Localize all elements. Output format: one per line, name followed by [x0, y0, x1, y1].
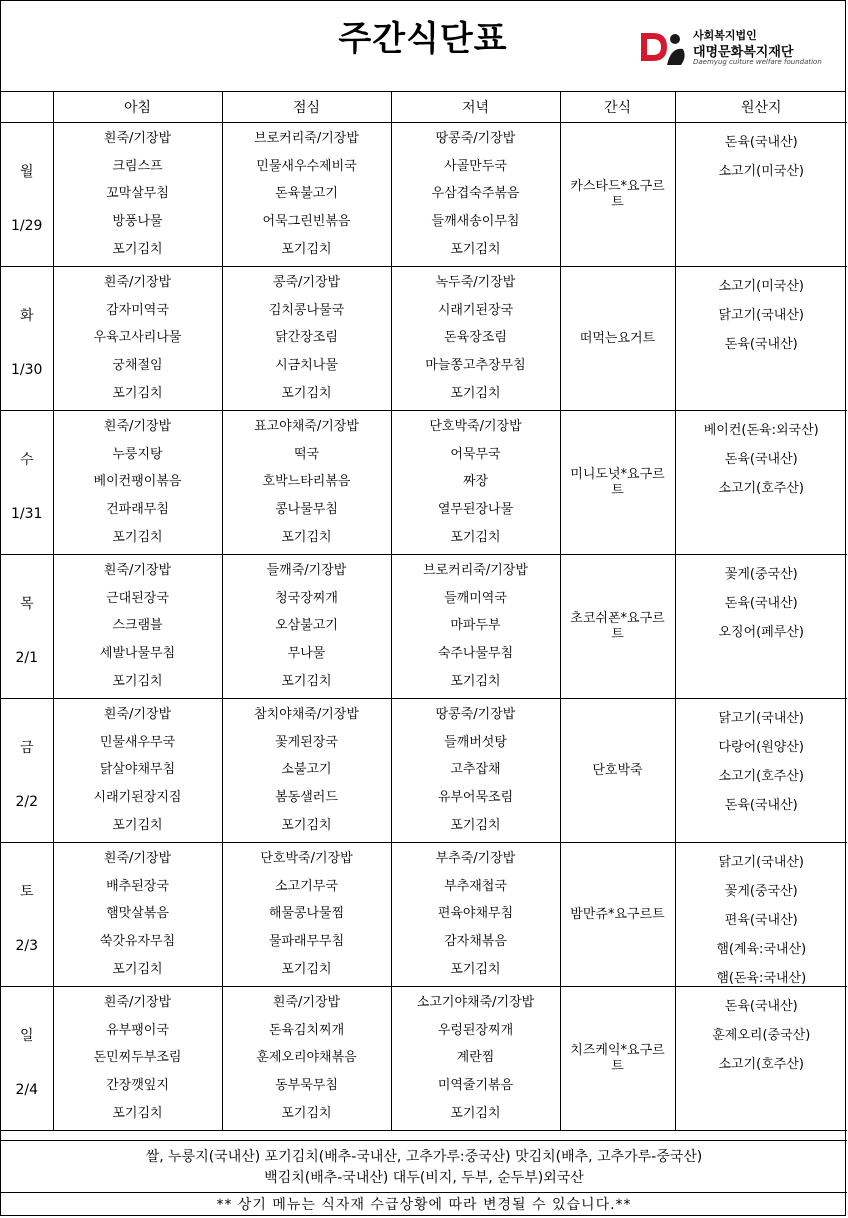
- header-snack: 간식: [560, 91, 675, 123]
- breakfast-list: [54, 411, 222, 554]
- origin-item: 소고기(미국산): [718, 164, 804, 179]
- menu-item: 민물새우무국: [99, 734, 176, 750]
- breakfast-list: [54, 555, 222, 698]
- dinner-cell: [391, 267, 560, 411]
- dinner-cell: [391, 555, 560, 699]
- menu-item: 포기김치: [112, 674, 163, 690]
- menu-item: 햄맛살볶음: [106, 906, 169, 922]
- dinner-list: [392, 987, 560, 1130]
- breakfast-cell: [53, 699, 222, 843]
- dinner-cell: [391, 411, 560, 555]
- menu-item: 간장깻잎지: [106, 1078, 169, 1094]
- lunch-list: [223, 123, 391, 266]
- menu-item: 포기김치: [281, 386, 332, 402]
- menu-item: 포기김치: [281, 818, 332, 834]
- menu-item: 시금치나물: [275, 358, 338, 374]
- day-cell: [1, 123, 53, 267]
- lunch-cell: [222, 699, 391, 843]
- menu-item: 오삼불고기: [275, 618, 338, 634]
- menu-item: 흰죽/기장밥: [103, 418, 172, 434]
- weekly-menu-table: [1, 91, 847, 1131]
- menu-item: 청국장찌개: [275, 590, 338, 606]
- page-footer: [1, 1140, 847, 1217]
- menu-item: 땅콩죽/기장밥: [435, 130, 516, 146]
- menu-item: 김치콩나물국: [268, 302, 345, 318]
- menu-item: 근대된장국: [106, 590, 169, 606]
- table-row: [1, 987, 847, 1131]
- menu-item: 물파래무무침: [268, 934, 345, 950]
- menu-item: 소고기무국: [275, 878, 338, 894]
- menu-item: 마늘쫑고추장무침: [425, 358, 526, 374]
- menu-item: 꼬막살무침: [106, 186, 169, 202]
- menu-item: 돈민찌두부조림: [93, 1050, 182, 1066]
- menu-item: 배추된장국: [106, 878, 169, 894]
- dinner-list: [392, 411, 560, 554]
- menu-item: 동부묵무침: [275, 1078, 338, 1094]
- dinner-cell: [391, 843, 560, 987]
- menu-item: 브로커리죽/기장밥: [254, 130, 359, 146]
- menu-item: 떡국: [293, 446, 320, 462]
- dinner-cell: [391, 987, 560, 1131]
- menu-item: 봄동샐러드: [275, 790, 338, 806]
- origin-item: 닭고기(국내산): [718, 308, 804, 323]
- menu-item: 포기김치: [450, 386, 501, 402]
- menu-item: 포기김치: [112, 962, 163, 978]
- menu-item: 시래기된장국: [437, 302, 514, 318]
- day-name: 수: [19, 452, 34, 468]
- menu-item: 포기김치: [281, 674, 332, 690]
- menu-item: 흰죽/기장밥: [272, 994, 341, 1010]
- menu-item: 크림스프: [112, 158, 163, 174]
- dinner-list: [392, 555, 560, 698]
- menu-item: 미역줄기볶음: [437, 1078, 514, 1094]
- menu-item: 들깨새송이무침: [431, 214, 520, 230]
- header-day: [1, 91, 53, 123]
- dinner-list: [392, 123, 560, 266]
- menu-item: 포기김치: [112, 530, 163, 546]
- dinner-list: [392, 843, 560, 986]
- menu-item: 참치야채죽/기장밥: [254, 706, 359, 722]
- dinner-cell: [391, 123, 560, 267]
- day-date: 1/30: [11, 362, 43, 378]
- day-date: 2/1: [15, 650, 39, 666]
- dinner-list: [392, 699, 560, 842]
- origin-cell: [675, 123, 847, 267]
- menu-item: 소고기야채죽/기장밥: [416, 994, 535, 1010]
- menu-item: 흰죽/기장밥: [103, 130, 172, 146]
- origin-item: 다랑어(원양산): [718, 740, 804, 755]
- menu-item: 포기김치: [112, 386, 163, 402]
- logo-name: 대명문화복지재단: [693, 45, 794, 60]
- table-row: [1, 411, 847, 555]
- snack-item: 밤만쥬*요구르트: [570, 906, 665, 922]
- menu-item: 우렁된장찌개: [437, 1022, 514, 1038]
- day-cell: [1, 843, 53, 987]
- menu-item: 훈제오리야채볶음: [256, 1050, 357, 1066]
- menu-item: 건파래무침: [106, 502, 169, 518]
- breakfast-cell: [53, 267, 222, 411]
- snack-item: 떠먹는요거트: [579, 330, 656, 346]
- menu-item: 유부팽이국: [106, 1022, 169, 1038]
- lunch-list: [223, 267, 391, 410]
- origin-list: [676, 267, 848, 410]
- menu-item: 포기김치: [450, 1106, 501, 1122]
- origin-cell: [675, 699, 847, 843]
- day-cell: [1, 987, 53, 1131]
- menu-item: 소불고기: [281, 762, 332, 778]
- menu-item: 포기김치: [450, 962, 501, 978]
- table-row: [1, 699, 847, 843]
- menu-item: 우삼겹숙주볶음: [431, 186, 520, 202]
- menu-item: 돈육장조림: [444, 330, 507, 346]
- origin-item: 소고기(미국산): [718, 279, 804, 294]
- lunch-cell: [222, 411, 391, 555]
- menu-item: 돈육불고기: [275, 186, 338, 202]
- menu-item: 꽃게된장국: [275, 734, 338, 750]
- lunch-cell: [222, 123, 391, 267]
- menu-item: 포기김치: [281, 530, 332, 546]
- origin-item: 햄(계육:국내산): [716, 942, 807, 957]
- foundation-logo-icon: [637, 27, 689, 67]
- snack-cell: [560, 699, 675, 843]
- menu-item: 호박느타리볶음: [262, 474, 351, 490]
- menu-item: 표고야채죽/기장밥: [254, 418, 359, 434]
- day-cell: [1, 699, 53, 843]
- origin-item: 닭고기(국내산): [718, 711, 804, 726]
- menu-item: 브로커리죽/기장밥: [423, 562, 528, 578]
- snack-cell: [560, 843, 675, 987]
- day-cell: [1, 267, 53, 411]
- foundation-logo: [637, 25, 822, 69]
- origin-list: [676, 555, 848, 698]
- table-row: [1, 267, 847, 411]
- menu-item: 닭살야채무침: [99, 762, 176, 778]
- menu-item: 시래기된장지짐: [93, 790, 182, 806]
- breakfast-list: [54, 267, 222, 410]
- menu-item: 감자미역국: [106, 302, 169, 318]
- menu-item: 포기김치: [450, 530, 501, 546]
- lunch-cell: [222, 843, 391, 987]
- menu-item: 단호박죽/기장밥: [429, 418, 522, 434]
- logo-subtitle: 사회복지법인: [693, 29, 757, 42]
- snack-item: 카스타드*요구르트: [570, 178, 665, 210]
- menu-item: 세발나물무침: [99, 646, 176, 662]
- page-title: 주간식단표: [338, 19, 508, 59]
- menu-item: 방풍나물: [112, 214, 163, 230]
- menu-item: 누룽지탕: [112, 446, 163, 462]
- origin-list: [676, 411, 848, 554]
- origin-item: 돈육(국내산): [724, 999, 798, 1014]
- menu-item: 우육고사리나물: [93, 330, 182, 346]
- menu-item: 해물콩나물찜: [268, 906, 345, 922]
- breakfast-cell: [53, 555, 222, 699]
- day-name: 금: [19, 740, 34, 756]
- lunch-cell: [222, 987, 391, 1131]
- snack-item: 미니도넛*요구르트: [570, 466, 665, 498]
- menu-item: 닭간장조림: [275, 330, 338, 346]
- menu-item: 포기김치: [450, 674, 501, 690]
- snack-cell: [560, 267, 675, 411]
- origin-item: 닭고기(국내산): [718, 855, 804, 870]
- menu-item: 포기김치: [112, 818, 163, 834]
- header-dinner: 저녁: [391, 91, 560, 123]
- breakfast-list: [54, 987, 222, 1130]
- menu-item: 부추재첩국: [444, 878, 507, 894]
- day-name: 토: [19, 884, 34, 900]
- breakfast-cell: [53, 123, 222, 267]
- origin-cell: [675, 555, 847, 699]
- origin-item: 편육(국내산): [724, 913, 798, 928]
- menu-item: 포기김치: [112, 242, 163, 258]
- menu-item: 부추죽/기장밥: [435, 850, 516, 866]
- menu-item: 쑥갓유자무침: [99, 934, 176, 950]
- page-header: [1, 1, 845, 92]
- change-notice: ** 상기 메뉴는 식자재 수급상황에 따라 변경될 수 있습니다.**: [1, 1192, 847, 1218]
- menu-item: 어묵그린빈볶음: [262, 214, 351, 230]
- origin-list: [676, 123, 848, 266]
- menu-item: 흰죽/기장밥: [103, 994, 172, 1010]
- menu-item: 감자채볶음: [444, 934, 507, 950]
- breakfast-cell: [53, 411, 222, 555]
- lunch-list: [223, 987, 391, 1130]
- table-row: [1, 123, 847, 267]
- menu-item: 편육야채무침: [437, 906, 514, 922]
- menu-item: 땅콩죽/기장밥: [435, 706, 516, 722]
- origin-list: [676, 699, 848, 842]
- table-row: [1, 555, 847, 699]
- origin-item: 오징어(페루산): [718, 625, 804, 640]
- day-date: 2/2: [15, 794, 39, 810]
- menu-item: 무나물: [287, 646, 326, 662]
- dinner-cell: [391, 699, 560, 843]
- menu-item: 사골만두국: [444, 158, 507, 174]
- menu-item: 베이컨팽이볶음: [93, 474, 182, 490]
- header-lunch: 점심: [222, 91, 391, 123]
- snack-item: 초코쉬폰*요구르트: [570, 610, 665, 642]
- menu-item: 돈육김치찌개: [268, 1022, 345, 1038]
- origin-item: 소고기(호주산): [718, 1057, 804, 1072]
- origin-item: 훈제오리(중국산): [712, 1028, 811, 1043]
- origin-note-line2: 백김치(배추-국내산) 대두(비지, 두부, 순두부)외국산: [264, 1170, 584, 1186]
- menu-item: 마파두부: [450, 618, 501, 634]
- snack-cell: [560, 123, 675, 267]
- menu-item: 민물새우수제비국: [256, 158, 357, 174]
- snack-cell: [560, 411, 675, 555]
- origin-item: 돈육(국내산): [724, 596, 798, 611]
- menu-item: 포기김치: [450, 818, 501, 834]
- menu-item: 짜장: [462, 474, 489, 490]
- breakfast-list: [54, 843, 222, 986]
- menu-item: 스크램블: [112, 618, 163, 634]
- origin-list: [676, 987, 848, 1130]
- day-cell: [1, 411, 53, 555]
- menu-item: 녹두죽/기장밥: [435, 274, 516, 290]
- lunch-list: [223, 411, 391, 554]
- menu-item: 포기김치: [112, 1106, 163, 1122]
- menu-item: 흰죽/기장밥: [103, 706, 172, 722]
- lunch-list: [223, 555, 391, 698]
- menu-item: 어묵무국: [450, 446, 501, 462]
- logo-english: Daemyug culture welfare foundation: [693, 58, 822, 66]
- menu-item: 포기김치: [281, 1106, 332, 1122]
- menu-item: 궁채절임: [112, 358, 163, 374]
- header-breakfast: 아침: [53, 91, 222, 123]
- day-name: 목: [19, 596, 34, 612]
- dinner-list: [392, 267, 560, 410]
- menu-item: 고추잡채: [450, 762, 501, 778]
- snack-item: 단호박죽: [592, 762, 643, 778]
- breakfast-list: [54, 699, 222, 842]
- header-origin: 원산지: [675, 91, 847, 123]
- menu-item: 계란찜: [456, 1050, 495, 1066]
- origin-item: 꽃게(중국산): [724, 884, 798, 899]
- breakfast-list: [54, 123, 222, 266]
- origin-cell: [675, 987, 847, 1131]
- menu-item: 숙주나물무침: [437, 646, 514, 662]
- origin-item: 햄(돈육:국내산): [716, 971, 807, 986]
- menu-item: 열무된장나물: [437, 502, 514, 518]
- origin-item: 소고기(호주산): [718, 769, 804, 784]
- menu-item: 들깨미역국: [444, 590, 507, 606]
- origin-item: 베이컨(돈육:외국산): [703, 423, 819, 438]
- menu-item: 흰죽/기장밥: [103, 562, 172, 578]
- day-date: 2/4: [15, 1082, 39, 1098]
- day-cell: [1, 555, 53, 699]
- day-name: 화: [19, 308, 34, 324]
- origin-cell: [675, 843, 847, 987]
- origin-list: [676, 843, 848, 986]
- day-name: 일: [19, 1028, 34, 1044]
- day-name: 월: [19, 164, 34, 180]
- breakfast-cell: [53, 843, 222, 987]
- origin-item: 돈육(국내산): [724, 135, 798, 150]
- day-date: 1/29: [11, 218, 43, 234]
- menu-item: 포기김치: [281, 242, 332, 258]
- snack-cell: [560, 555, 675, 699]
- origin-note-line1: 쌀, 누룽지(국내산) 포기김치(배추-국내산, 고추가루:중국산) 맛김치(배추, 고추가루-중국산): [145, 1149, 703, 1165]
- menu-item: 포기김치: [281, 962, 332, 978]
- menu-item: 흰죽/기장밥: [103, 850, 172, 866]
- breakfast-cell: [53, 987, 222, 1131]
- snack-item: 치즈케익*요구르트: [570, 1042, 665, 1074]
- lunch-list: [223, 843, 391, 986]
- origin-cell: [675, 411, 847, 555]
- snack-cell: [560, 987, 675, 1131]
- lunch-cell: [222, 555, 391, 699]
- menu-item: 유부어묵조림: [437, 790, 514, 806]
- menu-item: 콩나물무침: [275, 502, 338, 518]
- menu-item: 단호박죽/기장밥: [260, 850, 353, 866]
- menu-item: 들깨죽/기장밥: [266, 562, 347, 578]
- lunch-list: [223, 699, 391, 842]
- menu-item: 흰죽/기장밥: [103, 274, 172, 290]
- menu-item: 콩죽/기장밥: [272, 274, 341, 290]
- lunch-cell: [222, 267, 391, 411]
- day-date: 1/31: [11, 506, 43, 522]
- origin-item: 돈육(국내산): [724, 452, 798, 467]
- table-row: [1, 843, 847, 987]
- menu-item: 포기김치: [450, 242, 501, 258]
- origin-item: 꽃게(중국산): [724, 567, 798, 582]
- day-date: 2/3: [15, 938, 39, 954]
- table-header-row: [1, 91, 847, 123]
- origin-item: 소고기(호주산): [718, 481, 804, 496]
- menu-item: 들깨버섯탕: [444, 734, 507, 750]
- origin-item: 돈육(국내산): [724, 798, 798, 813]
- origin-item: 돈육(국내산): [724, 337, 798, 352]
- origin-cell: [675, 267, 847, 411]
